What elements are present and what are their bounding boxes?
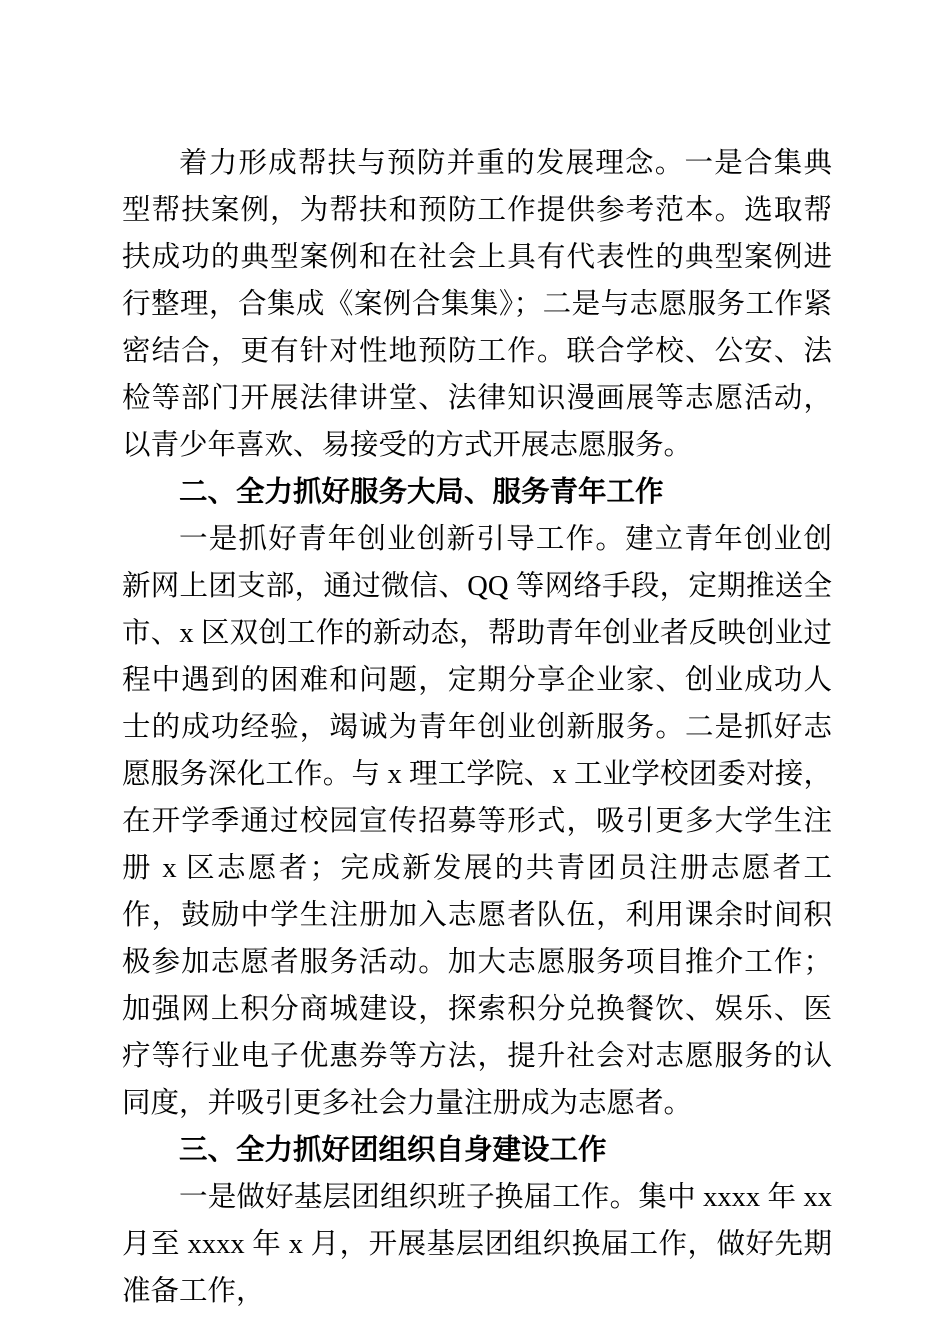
paragraph-org-building: 一是做好基层团组织班子换届工作。集中 xxxx 年 xx 月至 xxxx 年 x 月，开展基层团组织换届工作，做好先期准备工作， [122,1182,832,1307]
paragraph-help-prevention: 着力形成帮扶与预防并重的发展理念。一是合集典型帮扶案例，为帮扶和预防工作提供参考范本。选取帮扶成功的典型案例和在社会上具有代表性的典型案例进行整理，合集成《案例合集集》；二是与志愿服务工作紧密结合，更有针对性地预防工作。联合学校、公安、法检等部门开展法律讲堂、法律知识漫画展等志愿活动，以青少年喜欢、易接受的方式开展志愿服务。 [122,148,832,461]
heading-section-2: 二、全力抓好服务大局、服务青年工作 [179,476,664,508]
paragraph-serve-youth: 一是抓好青年创业创新引导工作。建立青年创业创新网上团支部，通过微信、QQ 等网络手段，定期推送全市、x 区双创工作的新动态，帮助青年创业者反映创业过程中遇到的困难和问题，定期分享企业家、创业成功人士的成功经验，竭诚为青年创业创新服务。二是抓好志愿服务深化工作。与 x 理工学院、x 工业学校团委对接，在开学季通过校园宣传招募等形式，吸引更多大学生注册 x 区志愿者；完成新发展的共青团员注册志愿者工作，鼓励中学生注册加入志愿者队伍，利用课余时间积极参加志愿者服务活动。加大志愿服务项目推介工作；加强网上积分商城建设，探索积分兑换餐饮、娱乐、医疗等行业电子优惠券等方法，提升社会对志愿服务的认同度，并吸引更多社会力量注册成为志愿者。 [122,524,832,1119]
heading-section-3: 三、全力抓好团组织自身建设工作 [179,1134,607,1166]
